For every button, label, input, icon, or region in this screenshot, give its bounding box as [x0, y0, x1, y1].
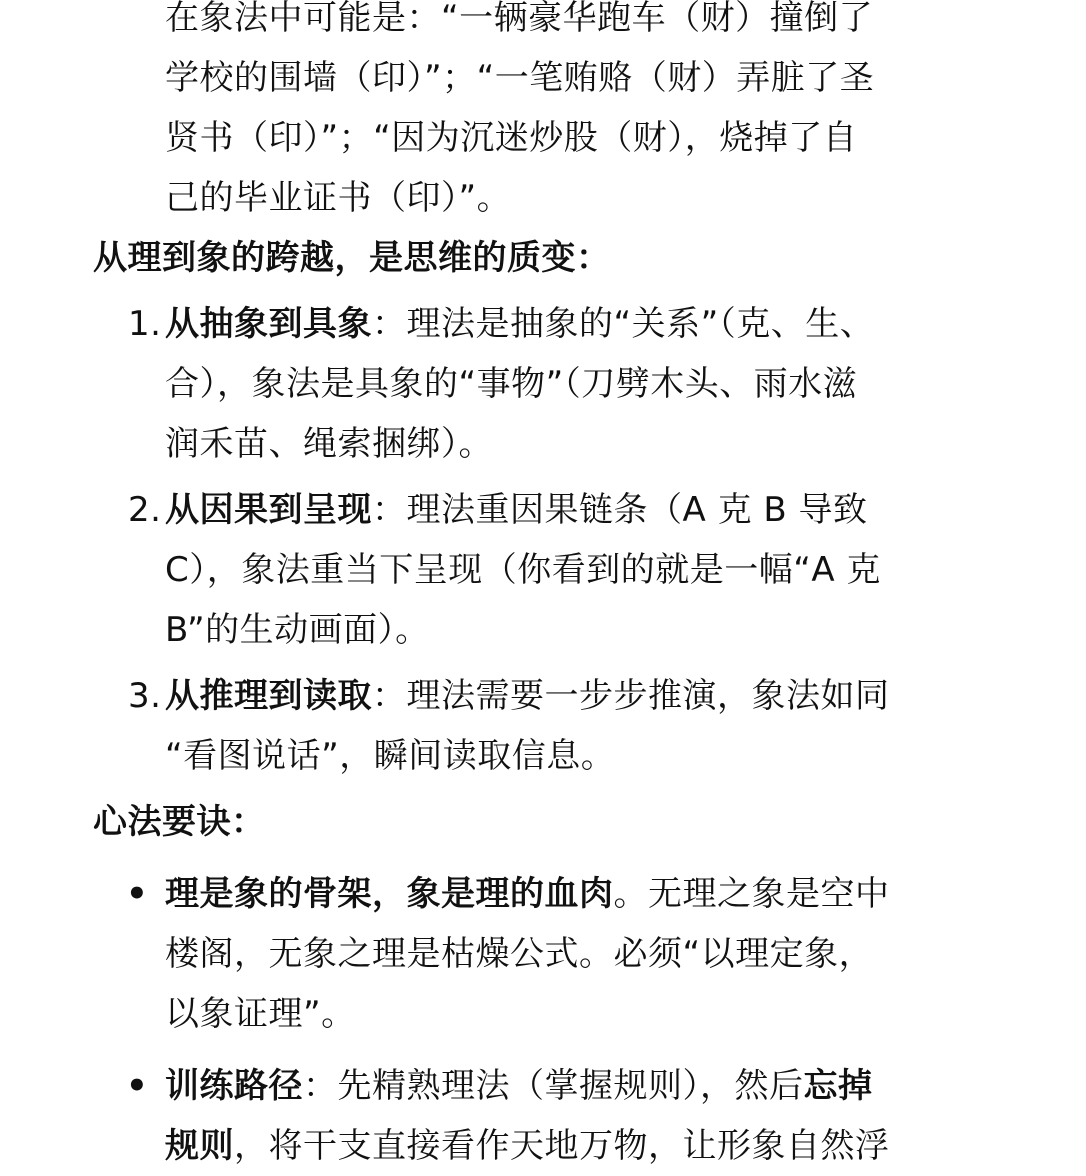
- intro-line-2: 学校的围墙（印）”；“一笔贿赂（财）弄脏了圣: [165, 58, 875, 98]
- list-item-2: [0, 480, 1086, 660]
- bullet-continuation: 楼阁，无象之理是枯燥公式。必须“以理定象，: [165, 934, 874, 974]
- item-continuation: “看图说话”，瞬间读取信息。: [165, 736, 616, 776]
- item-text: ：理法重因果链条（A 克 B 导致: [372, 490, 868, 530]
- bullet-term: 理是象的骨架，象是理的血肉: [165, 874, 614, 914]
- item-term: 从抽象到具象: [165, 304, 372, 344]
- list-number: 1.: [128, 304, 162, 344]
- section2-heading: 心法要诀：: [93, 802, 266, 842]
- bullet-marker: •: [126, 1066, 149, 1106]
- bullet-text: 。无理之象是空中: [613, 874, 890, 914]
- bullet-list: [0, 864, 1086, 1176]
- intro-line-4: 己的毕业证书（印）”。: [165, 178, 512, 218]
- item-continuation: 润禾苗、绳索捆绑）。: [165, 424, 493, 464]
- bullet-emphasis: 规则: [165, 1126, 234, 1166]
- item-continuation: 合），象法是具象的“事物”（刀劈木头、雨水滋: [165, 364, 858, 404]
- item-term: 从因果到呈现: [165, 490, 372, 530]
- bullet-text: ，将干支直接看作天地万物，让形象自然浮: [234, 1126, 890, 1166]
- bullet-continuation: 以象证理”。: [165, 994, 356, 1034]
- item-text: ：理法是抽象的“关系”（克、生、: [372, 304, 875, 344]
- bullet-emphasis: 忘掉: [803, 1066, 873, 1106]
- bullet-text: ：先精熟理法（掌握规则），然后: [303, 1066, 804, 1106]
- bullet-marker: •: [126, 874, 149, 914]
- bullet-item-1: [0, 864, 1086, 1044]
- bullet-item-2: [0, 1056, 1086, 1176]
- intro-paragraph: [0, 0, 1086, 228]
- numbered-list: [0, 294, 1086, 786]
- section1-heading: 从理到象的跨越，是思维的质变：: [93, 238, 611, 278]
- item-text: ：理法需要一步步推演，象法如同: [372, 676, 890, 716]
- list-item-1: [0, 294, 1086, 474]
- item-continuation: C），象法重当下呈现（你看到的就是一幅“A 克: [165, 550, 881, 590]
- bullet-term: 训练路径: [165, 1066, 303, 1106]
- list-item-3: [0, 666, 1086, 786]
- item-continuation: B”的生动画面）。: [165, 610, 430, 650]
- list-number: 2.: [128, 490, 162, 530]
- intro-line-1: 在象法中可能是：“一辆豪华跑车（财）撞倒了: [165, 0, 874, 38]
- list-number: 3.: [128, 676, 162, 716]
- item-term: 从推理到读取: [165, 676, 372, 716]
- bullet-continuation: [0, 1116, 1086, 1176]
- intro-line-3: 贤书（印）”；“因为沉迷炒股（财），烧掉了自: [165, 118, 858, 158]
